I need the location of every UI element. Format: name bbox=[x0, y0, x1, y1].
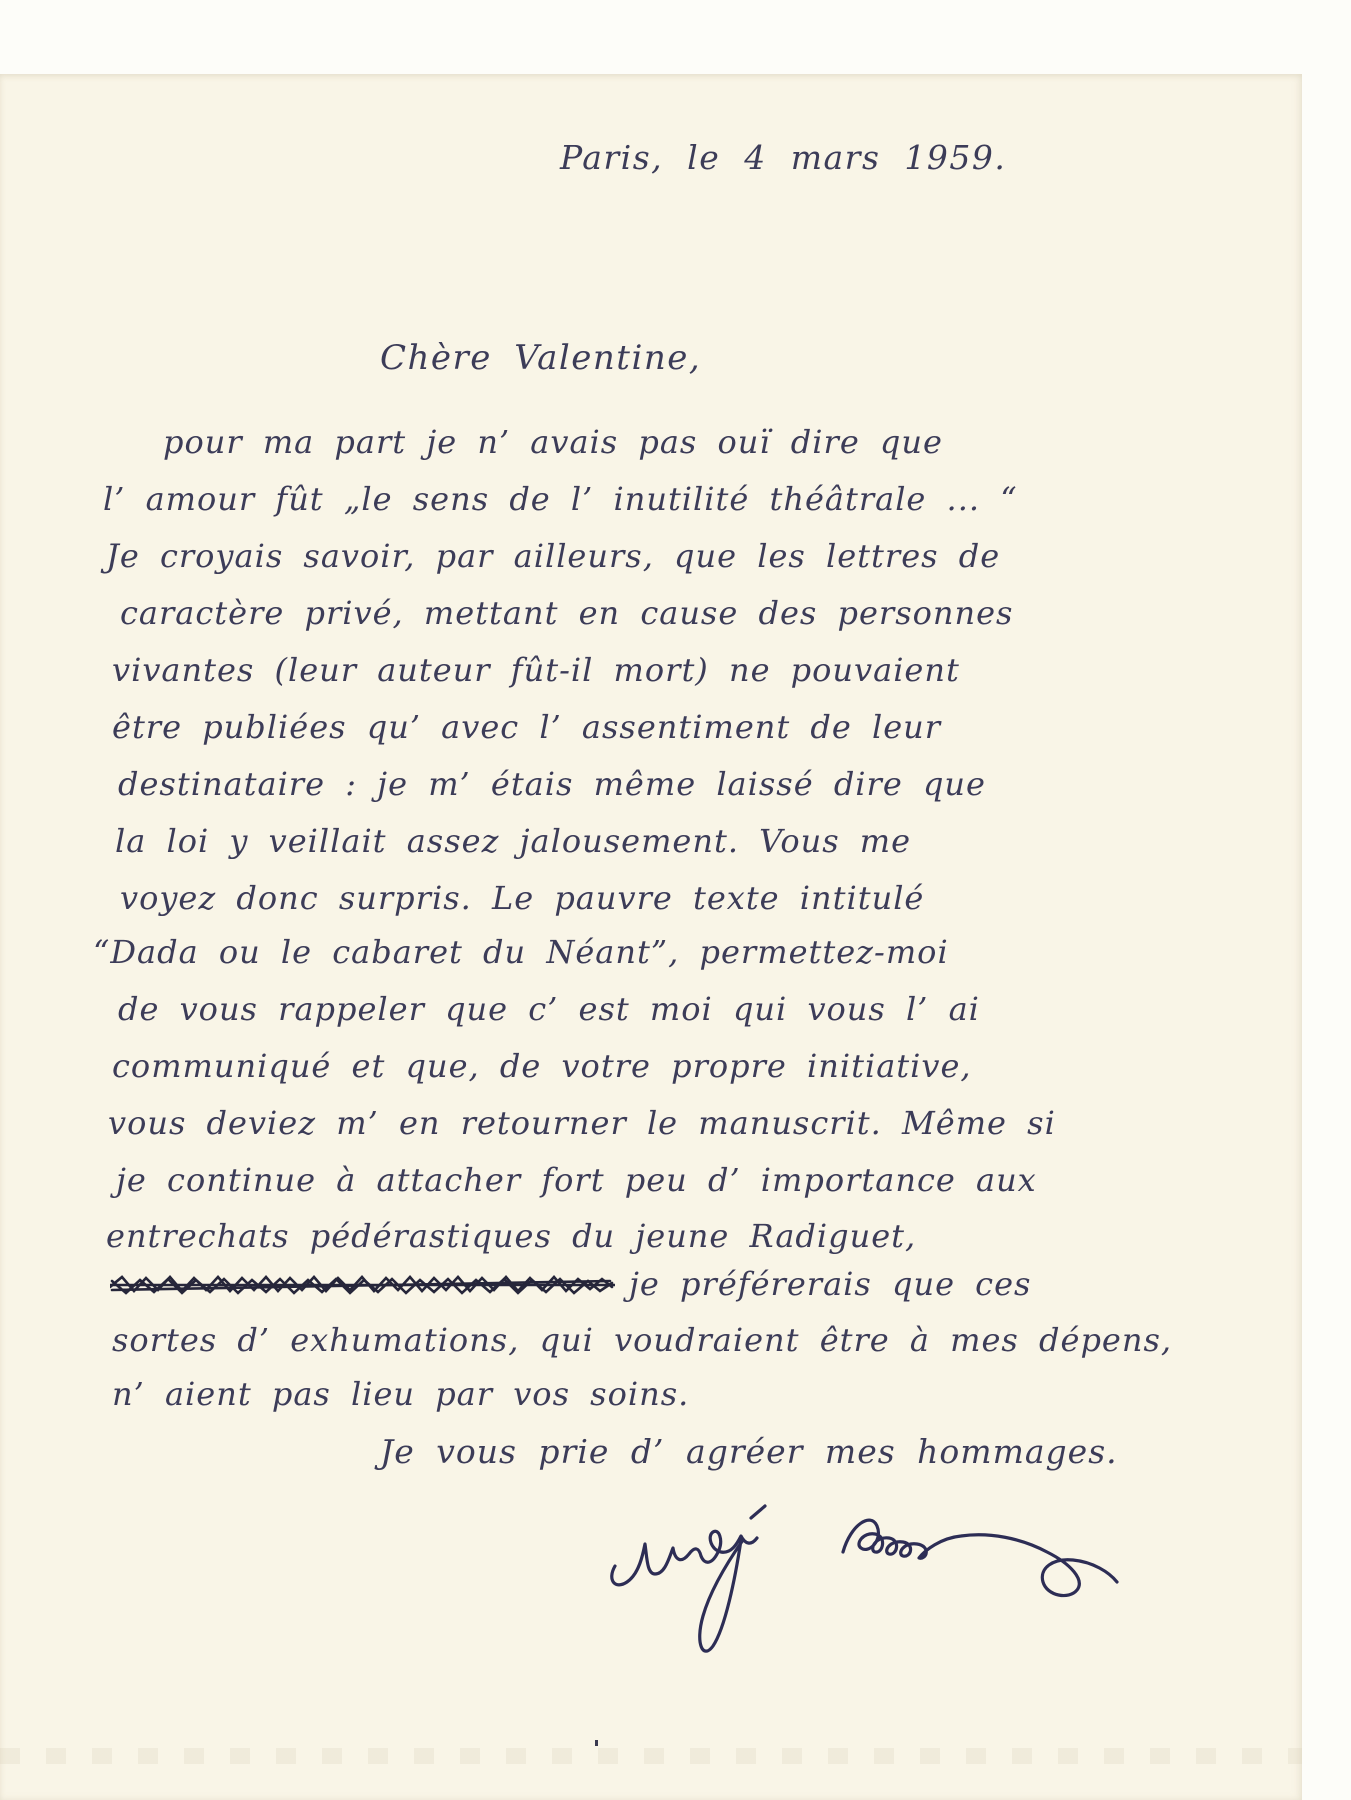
body-line: n’ aient pas lieu par vos soins. bbox=[112, 1375, 690, 1413]
body-line: voyez donc surpris. Le pauvre texte intitulé bbox=[120, 879, 925, 917]
body-line: la loi y veillait assez jalousement. Vous me bbox=[115, 822, 912, 860]
body-line: de vous rappeler que c’ est moi qui vous l’ ai bbox=[118, 990, 980, 1028]
body-line: je continue à attacher fort peu d’ importance aux bbox=[116, 1161, 1037, 1199]
body-line: Je croyais savoir, par ailleurs, que les lettres de bbox=[106, 537, 1001, 575]
signature bbox=[585, 1488, 1125, 1668]
body-line: l’ amour fût „le sens de l’ inutilité théâtrale ... “ bbox=[103, 480, 1018, 518]
body-line: caractère privé, mettant en cause des personnes bbox=[120, 594, 1014, 632]
body-line: être publiées qu’ avec l’ assentiment de leur bbox=[112, 708, 942, 746]
place-date-line: Paris, le 4 mars 1959. bbox=[560, 138, 1007, 177]
body-line: pour ma part je n’ avais pas ouï dire que bbox=[163, 423, 943, 461]
closing-line: Je vous prie d’ agréer mes hommages. bbox=[380, 1432, 1118, 1471]
body-line: vous deviez m’ en retourner le manuscrit. Même si bbox=[108, 1104, 1056, 1142]
crossed-out-scribble bbox=[110, 1269, 615, 1301]
body-line-with-strikethrough bbox=[110, 1262, 1031, 1306]
ink-speck bbox=[595, 1740, 598, 1746]
body-line: destinataire : je m’ étais même laissé dire que bbox=[118, 765, 986, 803]
paper-bottom-edge bbox=[0, 1748, 1302, 1764]
body-line: communiqué et que, de votre propre initiative, bbox=[112, 1047, 972, 1085]
body-line: vivantes (leur auteur fût-il mort) ne pouvaient bbox=[112, 651, 960, 689]
body-line: sortes d’ exhumations, qui voudraient être à mes dépens, bbox=[112, 1321, 1173, 1359]
body-line: entrechats pédérastiques du jeune Radiguet, bbox=[106, 1217, 917, 1255]
salutation: Chère Valentine, bbox=[380, 338, 702, 378]
body-line-text: je préférerais que ces bbox=[629, 1265, 1032, 1303]
body-line: “Dada ou le cabaret du Néant”, permettez-moi bbox=[93, 933, 949, 971]
